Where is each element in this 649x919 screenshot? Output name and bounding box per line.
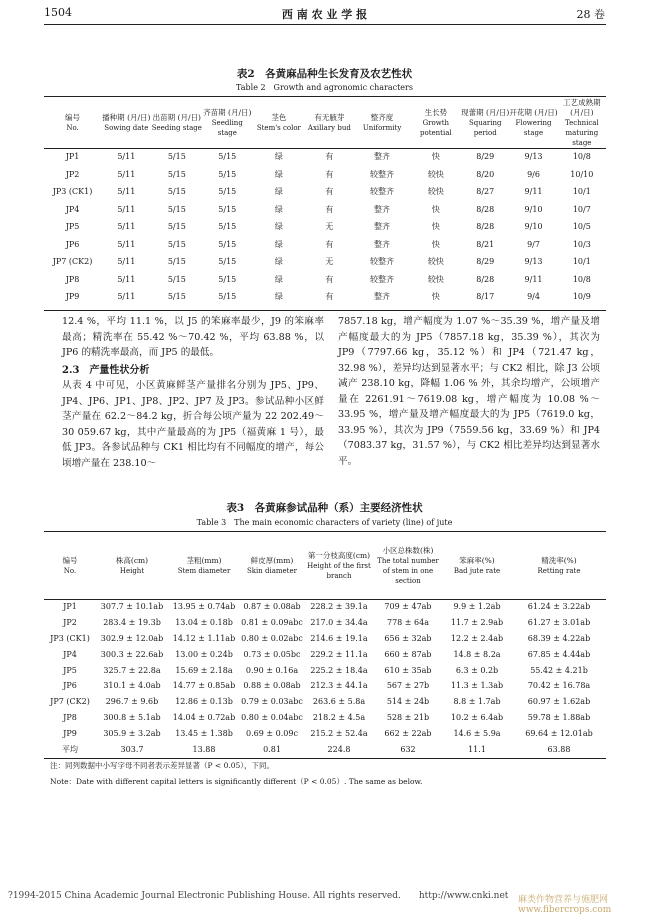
table-cell: JP4	[63, 649, 77, 659]
table-cell: 60.97 ± 1.62ab	[527, 697, 591, 707]
column-title-cn: 精洗率(%)	[541, 556, 577, 565]
table-cell: 9/4	[527, 292, 540, 302]
section-heading: 2.3 产量性状分析	[62, 365, 150, 376]
table-row	[44, 694, 606, 710]
table-cell: 14.04 ± 0.72ab	[172, 712, 236, 722]
table-cell: 12.2 ± 2.4ab	[450, 633, 504, 643]
table-cell: 绿	[274, 222, 283, 232]
table-cell: JP1	[63, 602, 77, 612]
table-cell: 较快	[427, 187, 444, 197]
table-row	[44, 631, 606, 647]
table-cell: 有	[325, 204, 334, 214]
table-cell: 9.9 ± 1.2ab	[453, 602, 501, 612]
table-cell: 0.81	[263, 744, 281, 754]
table-cell: 较快	[427, 257, 444, 267]
table-cell: 0.69 ± 0.09c	[246, 728, 298, 738]
table-row	[44, 678, 606, 694]
table-cell: 0.80 ± 0.02abc	[241, 633, 303, 643]
table-cell: 有	[325, 187, 334, 197]
table-cell: JP7 (CK2)	[52, 257, 93, 267]
column-title-en: Uniformity	[362, 124, 402, 132]
table3-header-rule	[44, 599, 606, 600]
table-cell: 5/11	[117, 292, 136, 302]
table-cell: 9/13	[524, 152, 543, 162]
t2-col-header	[202, 98, 252, 148]
table-cell: 绿	[274, 257, 283, 267]
table-cell: 325.7 ± 22.8a	[103, 665, 161, 675]
table-cell: 14.8 ± 8.2a	[453, 649, 501, 659]
table-cell: 5/15	[218, 169, 237, 179]
t2-col-header	[253, 98, 306, 148]
t2-col-header	[44, 98, 101, 148]
table3-top-rule	[44, 531, 606, 532]
column-title-cn: 株高(cm)	[115, 556, 149, 565]
table-cell: 709 ± 47ab	[384, 602, 432, 612]
table-cell: 9/10	[524, 222, 543, 232]
site-watermark: 麻类作物营养与施肥网 www.fibercrops.com	[518, 895, 612, 915]
table-cell: 整齐	[374, 204, 391, 214]
table-cell: 9/6	[527, 169, 540, 179]
table-cell: 303.7	[120, 744, 144, 754]
table-cell: 绿	[274, 274, 283, 284]
table-cell: 9/7	[527, 239, 540, 249]
table-cell: 0.87 ± 0.08ab	[243, 602, 301, 612]
paragraph-left-body: 从表 4 中可见，小区黄麻鲜茎产量排名分别为 JP5、JP9、JP4、JP6、JP1、JP8、JP2、JP7 及 JP3。参试品种小区鲜茎产量在 62.2～84.2 kg，折合每公顷产量为 22 202.49～30 059.67 kg，其中产量最高的为 JP5（福黄麻 1 号），最低 JP3。各参试品种与 CK1 相比均有不同幅度的增产，每公顷增产量在 238.10～	[62, 380, 324, 469]
t2-col-header	[305, 98, 353, 148]
table-cell: 13.00 ± 0.24b	[175, 649, 233, 659]
table-cell: 9/10	[524, 204, 543, 214]
table-cell: JP4	[65, 204, 80, 214]
table-cell: 5/15	[167, 222, 186, 232]
table-cell: 610 ± 35ab	[384, 665, 432, 675]
table-cell: 11.7 ± 2.9ab	[450, 618, 504, 628]
table-cell: 5/15	[167, 187, 186, 197]
table-cell: 8/27	[476, 187, 495, 197]
table-cell: 较快	[427, 274, 444, 284]
copyright-footer: ?1994-2015 China Academic Journal Electronic Publishing House. All rights reserved. http://www.cnki.net	[8, 891, 509, 901]
table-cell: 快	[431, 204, 440, 214]
table-cell: 656 ± 32ab	[384, 633, 432, 643]
column-title-cn: 编号	[62, 556, 78, 565]
table-cell: 5/11	[117, 222, 136, 232]
column-title-cn: 第一分枝高度(cm)	[307, 551, 371, 560]
table-row	[44, 646, 606, 662]
column-title-cn: 整齐度	[370, 113, 394, 122]
t3-col-header	[374, 533, 442, 599]
column-title-en: Flowering stage	[515, 119, 552, 137]
column-title-cn: 生长势	[424, 108, 448, 117]
table2-caption-cn: 表2 各黄麻品种生长发育及农艺性状	[236, 68, 413, 80]
table-row	[44, 271, 606, 289]
table-cell: JP8	[63, 712, 77, 722]
table-cell: 5/15	[218, 292, 237, 302]
table-cell: 绿	[274, 169, 283, 179]
table-cell: 14.6 ± 5.9a	[453, 728, 501, 738]
column-title-cn: 开花期 (月/日)	[509, 108, 558, 117]
table-cell: 较整齐	[370, 187, 395, 197]
table-cell: 绿	[274, 152, 283, 162]
column-title-en: Retting rate	[537, 567, 581, 575]
t3-col-header	[240, 533, 304, 599]
column-title-cn: 笨麻率(%)	[459, 556, 495, 565]
column-title-cn: 小区总株数(株)	[382, 546, 434, 555]
table-cell: 13.45 ± 1.38b	[175, 728, 233, 738]
table-cell: 302.9 ± 12.0ab	[100, 633, 164, 643]
table-cell: 310.1 ± 4.0ab	[103, 681, 161, 691]
table-cell: JP7 (CK2)	[50, 697, 90, 707]
t3-col-header	[96, 533, 168, 599]
table-cell: 13.88	[192, 744, 216, 754]
table-cell: 无	[325, 257, 334, 267]
table2-header-rule	[44, 148, 606, 149]
table-cell: 68.39 ± 4.22ab	[527, 633, 591, 643]
table-cell: 0.80 ± 0.04abc	[241, 712, 303, 722]
header-rule	[44, 24, 606, 25]
table-cell: 5/11	[117, 152, 136, 162]
table-cell: 15.69 ± 2.18a	[175, 665, 233, 675]
t2-col-header	[509, 98, 557, 148]
table-cell: 296.7 ± 9.6b	[105, 697, 159, 707]
t2-col-header	[101, 98, 151, 148]
table-cell: 10/9	[572, 292, 591, 302]
table-cell: 8/28	[476, 222, 495, 232]
table-cell: JP2	[63, 618, 77, 628]
table-cell: 整齐	[374, 222, 391, 232]
column-title-en: Stem diameter	[177, 567, 231, 575]
table2-top-rule	[44, 96, 606, 97]
column-title-cn: 有无腋芽	[314, 113, 345, 122]
table-cell: 8/20	[476, 169, 495, 179]
table-cell: 5/11	[117, 257, 136, 267]
table-cell: 5/11	[117, 204, 136, 214]
table-cell: 5/15	[167, 239, 186, 249]
table-cell: JP5	[63, 665, 77, 675]
table-cell: 5/11	[117, 239, 136, 249]
table-cell: 有	[325, 274, 334, 284]
table-cell: 5/15	[167, 152, 186, 162]
column-title-cn: 编号	[65, 113, 81, 122]
table-cell: JP5	[65, 222, 80, 232]
table-cell: 514 ± 24b	[386, 697, 430, 707]
table-cell: 8/28	[476, 274, 495, 284]
table3-note-en: Note：Date with different capital letters is significantly different（P < 0.05）. The same as below.	[50, 777, 423, 786]
table-cell: 无	[325, 222, 334, 232]
table-cell: 8/28	[476, 204, 495, 214]
table-cell: 9/11	[524, 274, 543, 284]
table-cell: 0.73 ± 0.05bc	[243, 649, 301, 659]
table-cell: JP9	[63, 728, 77, 738]
table-cell: 778 ± 64a	[386, 618, 429, 628]
table-cell: 10/10	[570, 169, 594, 179]
table-row	[44, 288, 606, 306]
column-title-cn: 播种期 (月/日)	[102, 113, 151, 122]
t2-col-header	[558, 98, 606, 148]
t3-col-header	[44, 533, 96, 599]
table-row	[44, 662, 606, 678]
column-title-en: Technical maturing stage	[564, 119, 599, 147]
t3-col-header	[304, 533, 374, 599]
table-cell: 10/8	[572, 274, 591, 284]
table-cell: 5/15	[218, 257, 237, 267]
table-cell: 5/11	[117, 274, 136, 284]
table-cell: 10.2 ± 6.4ab	[450, 712, 504, 722]
table-cell: 61.24 ± 3.22ab	[527, 602, 591, 612]
table-cell: 229.2 ± 11.1a	[310, 649, 368, 659]
table-cell: 224.8	[327, 744, 351, 754]
column-title-cn: 齐苗期 (月/日)	[203, 108, 252, 117]
table-cell: JP6	[63, 681, 77, 691]
table-cell: 61.27 ± 3.01ab	[527, 618, 591, 628]
t2-col-header	[354, 98, 411, 148]
table-cell: 12.86 ± 0.13b	[175, 697, 233, 707]
column-title-en: Height of the first branch	[307, 562, 371, 580]
table-cell: 59.78 ± 1.88ab	[527, 712, 591, 722]
table-cell: 0.90 ± 0.16a	[245, 665, 299, 675]
column-title-cn: 工艺成熟期 (月/日)	[563, 98, 601, 117]
table-cell: 9/13	[524, 257, 543, 267]
table-cell: 6.3 ± 0.2b	[455, 665, 499, 675]
column-title-en: Axillary bud	[307, 124, 351, 132]
table-cell: 快	[431, 152, 440, 162]
table-row	[44, 710, 606, 726]
table-cell: 有	[325, 239, 334, 249]
table-cell: 较整齐	[370, 274, 395, 284]
t2-col-header	[411, 98, 461, 148]
table-cell: 整齐	[374, 292, 391, 302]
table-row	[44, 148, 606, 166]
column-title-en: Growth potential	[420, 119, 452, 137]
table-cell: 55.42 ± 4.21b	[530, 665, 588, 675]
table-cell: 212.3 ± 44.1a	[310, 681, 368, 691]
table-cell: 10/8	[572, 152, 591, 162]
column-title-cn: 现蕾期 (月/日)	[461, 108, 510, 117]
table-cell: 70.42 ± 16.78a	[527, 681, 591, 691]
table-row	[44, 599, 606, 615]
table-row	[44, 615, 606, 631]
table-cell: 14.77 ± 0.85ab	[172, 681, 236, 691]
table-cell: 5/15	[167, 274, 186, 284]
column-title-en: No.	[66, 124, 79, 132]
column-title-en: The total number of stem in one section	[377, 557, 439, 585]
table-cell: 5/11	[117, 187, 136, 197]
t3-col-header	[512, 533, 606, 599]
table-cell: 5/15	[218, 152, 237, 162]
table-cell: 0.79 ± 0.03abc	[241, 697, 303, 707]
column-title-en: No.	[63, 567, 77, 575]
table-cell: 整齐	[374, 152, 391, 162]
column-title-en: Skin diameter	[247, 567, 297, 575]
table2	[44, 98, 606, 306]
table-row	[44, 201, 606, 219]
table-cell: 300.8 ± 5.1ab	[103, 712, 161, 722]
table-cell: 0.81 ± 0.09abc	[241, 618, 303, 628]
table2-caption-en: Table 2 Growth and agronomic characters	[236, 83, 413, 92]
table-row	[44, 218, 606, 236]
column-title-cn: 出苗期 (月/日)	[152, 113, 201, 122]
table-cell: 5/15	[218, 274, 237, 284]
table-cell: 228.2 ± 39.1a	[310, 602, 368, 612]
table3	[44, 533, 606, 757]
table-cell: JP3 (CK1)	[52, 187, 93, 197]
table-cell: JP1	[65, 152, 80, 162]
column-title-en: Sowing date	[104, 124, 149, 132]
table-cell: 绿	[274, 239, 283, 249]
page-number: 1504	[44, 6, 72, 19]
table-cell: 13.04 ± 0.18b	[175, 618, 233, 628]
column-title-cn: 鲜皮厚(mm)	[250, 556, 294, 565]
table-row	[44, 166, 606, 184]
table-cell: 较整齐	[370, 169, 395, 179]
table-cell: 217.0 ± 34.4a	[310, 618, 368, 628]
table-cell: 10/5	[572, 222, 591, 232]
table-cell: 528 ± 21b	[386, 712, 430, 722]
table-cell: 305.9 ± 3.2ab	[103, 728, 161, 738]
table-cell: 14.12 ± 1.11ab	[172, 633, 236, 643]
table-cell: 307.7 ± 10.1ab	[100, 602, 164, 612]
table-cell: 较整齐	[370, 257, 395, 267]
column-title-cn: 茎粗(mm)	[186, 556, 222, 565]
table-row	[44, 183, 606, 201]
table-cell: JP3 (CK1)	[50, 633, 90, 643]
table-cell: 8/29	[476, 152, 495, 162]
table-cell: 214.6 ± 19.1a	[310, 633, 368, 643]
table3-caption-en: Table 3 The main economic characters of variety (line) of jute	[196, 518, 453, 527]
table-cell: 10/1	[572, 187, 591, 197]
table-row	[44, 236, 606, 254]
table-cell: 660 ± 87ab	[384, 649, 432, 659]
table-cell: 快	[431, 239, 440, 249]
table3-note-cn: 注：同列数据中小写字母不同者表示差异显著（P < 0.05），下同。	[50, 761, 275, 770]
table-cell: JP6	[65, 239, 80, 249]
table-cell: 300.3 ± 22.6ab	[100, 649, 164, 659]
table-cell: 11.1	[468, 744, 486, 754]
table2-bottom-rule	[44, 310, 606, 311]
table-cell: 10/7	[572, 204, 591, 214]
column-title-en: Seedling stage	[211, 119, 243, 137]
column-title-en: Stem's color	[256, 124, 301, 132]
table-cell: 283.4 ± 19.3b	[103, 618, 161, 628]
table-cell: 5/15	[218, 239, 237, 249]
table-cell: 9/11	[524, 187, 543, 197]
table-cell: 快	[431, 222, 440, 232]
table-cell: 有	[325, 152, 334, 162]
table-cell: 5/15	[218, 222, 237, 232]
t3-col-header	[168, 533, 240, 599]
table-cell: 63.88	[547, 744, 571, 754]
table-cell: 5/15	[218, 204, 237, 214]
table-average-row	[44, 741, 606, 757]
table-cell: 567 ± 27b	[386, 681, 430, 691]
journal-title: 西 南 农 业 学 报	[281, 8, 368, 21]
table-cell: 5/15	[167, 169, 186, 179]
table-cell: 215.2 ± 52.4a	[310, 728, 368, 738]
table-cell: 8/17	[476, 292, 495, 302]
table-cell: 263.6 ± 5.8a	[312, 697, 366, 707]
table-cell: 有	[325, 169, 334, 179]
table-row	[44, 725, 606, 741]
table-cell: 绿	[274, 187, 283, 197]
table-cell: 8/29	[476, 257, 495, 267]
table-cell: 225.2 ± 18.4a	[310, 665, 368, 675]
table3-bottom-rule	[44, 758, 606, 759]
table-cell: JP8	[65, 274, 80, 284]
table-cell: 8/21	[476, 239, 495, 249]
table-cell: 绿	[274, 292, 283, 302]
table-cell: 5/15	[167, 292, 186, 302]
table-cell: JP2	[65, 169, 80, 179]
table-cell: 11.3 ± 1.3ab	[450, 681, 504, 691]
column-title-en: Height	[119, 567, 145, 575]
table-cell: 绿	[274, 204, 283, 214]
t3-col-header	[442, 533, 512, 599]
table-cell: 5/15	[167, 204, 186, 214]
table-row	[44, 253, 606, 271]
table-cell: 10/1	[572, 257, 591, 267]
table-cell: 快	[431, 292, 440, 302]
table-cell: 5/15	[167, 257, 186, 267]
table-cell: 632	[400, 744, 416, 754]
table-cell: 平均	[62, 744, 78, 754]
table-cell: 10/3	[572, 239, 591, 249]
table-cell: 5/11	[117, 169, 136, 179]
table-cell: 较快	[427, 169, 444, 179]
table-cell: JP9	[65, 292, 80, 302]
volume-label: 28 卷	[576, 8, 605, 21]
table3-caption-cn: 表3 各黄麻参试品种（系）主要经济性状	[226, 502, 423, 514]
t2-col-header	[461, 98, 509, 148]
paragraph-left-top: 12.4 %，平均 11.1 %，以 J5 的笨麻率最少，J9 的笨麻率最高；精洗率在 55.42 %～70.42 %，平均 63.88 %，以 JP6 的精洗率最高，而 JP5 的最低。	[62, 316, 324, 358]
table-cell: 8.8 ± 1.7ab	[453, 697, 501, 707]
paragraph-right-body: 7857.18 kg，增产幅度为 1.07 %～35.39 %，增产量及增产幅度最大的为 JP5（7857.18 kg，35.39 %），其次为 JP9（7797.66 kg，35.12 %）和 JP4（721.47 kg，32.98 %），差异均达到显著水平；与 CK2 相比，除 J3 公顷减产 238.10 kg，降幅 1.06 % 外，其余均增产，公顷增产量在 2261.91～7619.08 kg，增产幅度为 10.08 %～33.95 %，增产量及增产幅度最大的为 JP5（7619.0 kg，33.95 %），其次为 JP9（7559.56 kg，33.69 %）和 JP4（7083.37 kg，31.57 %），与 CK2 相比差异均达到显著水平。	[338, 316, 600, 467]
table-cell: 0.88 ± 0.08ab	[243, 681, 301, 691]
table-cell: 5/15	[218, 187, 237, 197]
column-title-en: Squaring period	[468, 119, 502, 137]
table-cell: 218.2 ± 4.5a	[312, 712, 366, 722]
column-title-cn: 茎色	[271, 113, 287, 122]
table-cell: 67.85 ± 4.44ab	[527, 649, 591, 659]
table-cell: 有	[325, 292, 334, 302]
table-cell: 整齐	[374, 239, 391, 249]
column-title-en: Seeding stage	[151, 124, 202, 132]
table-cell: 662 ± 22ab	[384, 728, 432, 738]
table-cell: 69.64 ± 12.01ab	[525, 728, 593, 738]
column-title-en: Bad jute rate	[453, 567, 501, 575]
t2-col-header	[152, 98, 202, 148]
table-cell: 13.95 ± 0.74ab	[172, 602, 236, 612]
